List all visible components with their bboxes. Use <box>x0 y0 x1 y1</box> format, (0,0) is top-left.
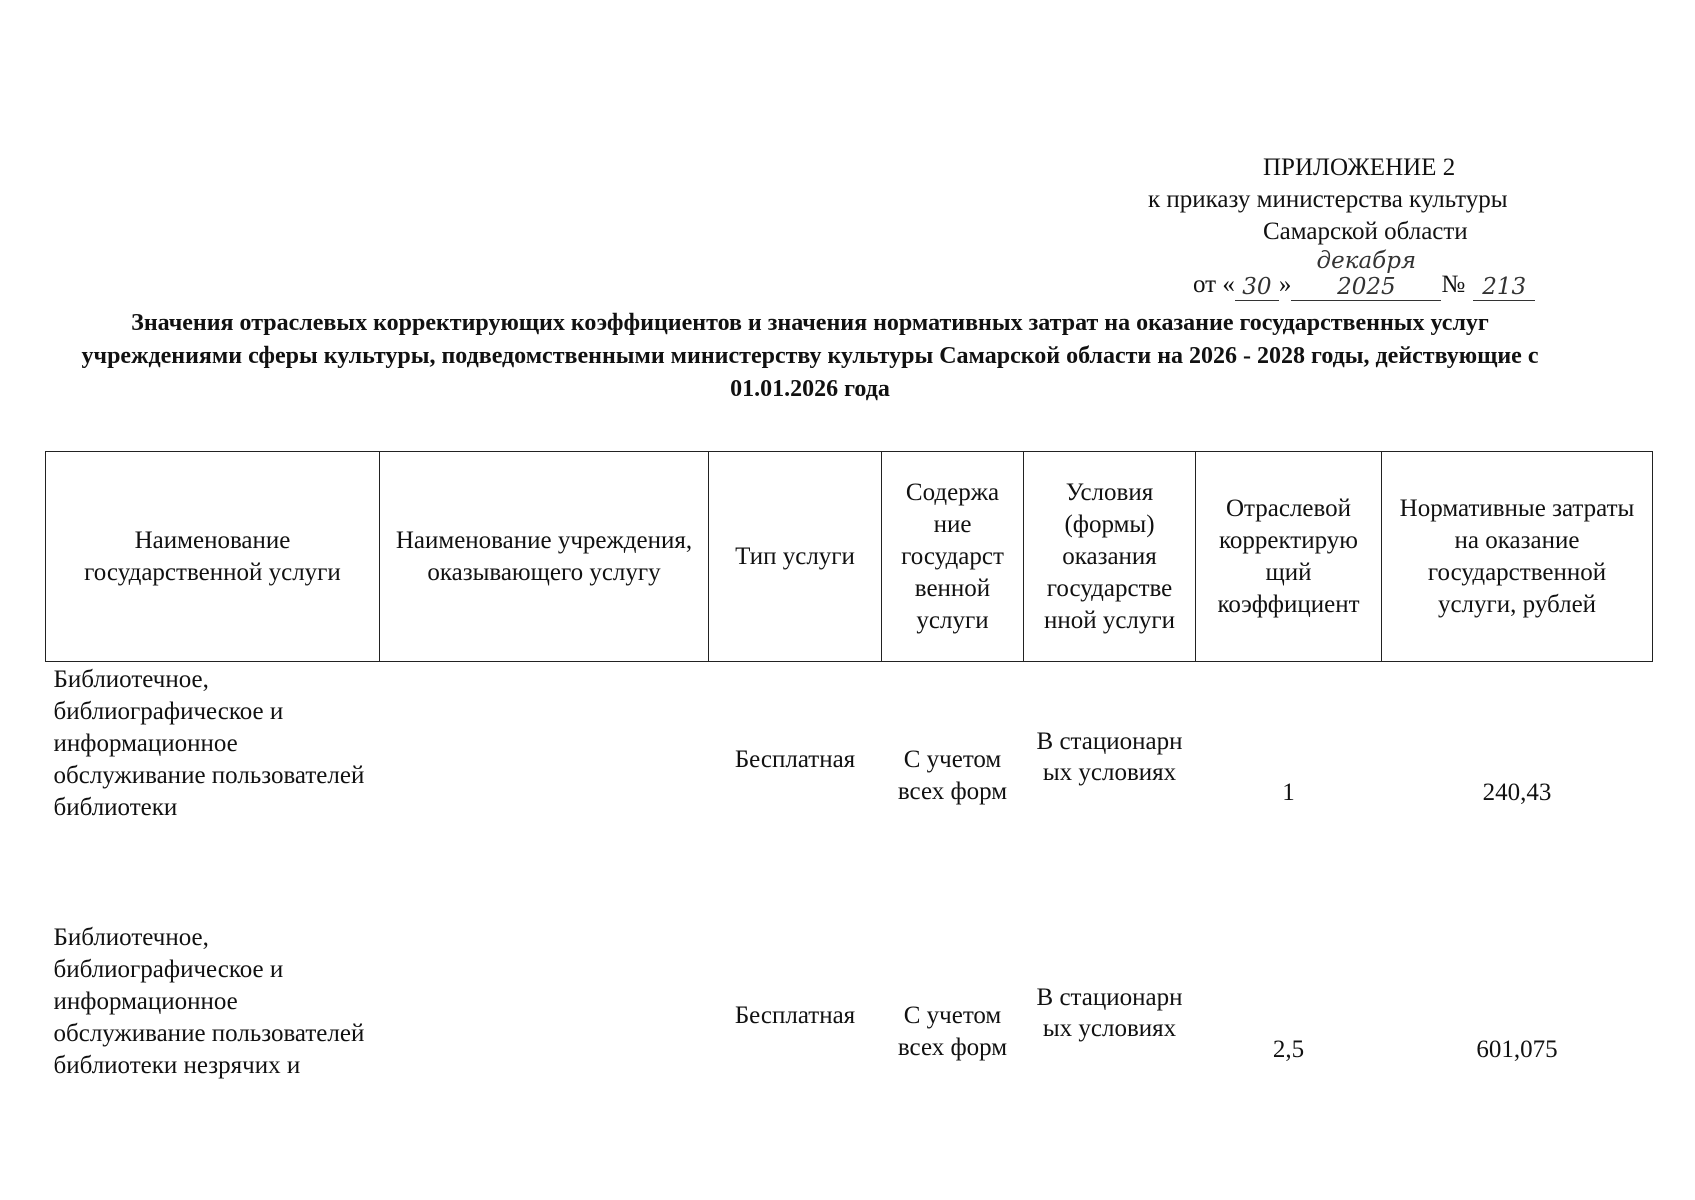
order-number-handwritten: 213 <box>1473 274 1535 301</box>
appendix-block <box>1090 152 1590 301</box>
table-row <box>46 662 1653 883</box>
appendix-order-line: к приказу министерства культуры <box>1148 186 1508 213</box>
appendix-heading: ПРИЛОЖЕНИЕ 2 <box>1263 154 1456 181</box>
cell-coefficient: 2,5 <box>1272 1036 1305 1063</box>
cell-coefficient: 1 <box>1282 779 1295 806</box>
header-service-content: Содержа ние государст венной услуги <box>882 452 1024 662</box>
cell-service: Библиотечное, библиографическое и информационное обслуживание пользователей библиотеки незрячих и <box>53 924 365 1079</box>
cell-cost: 601,075 <box>1476 1036 1558 1063</box>
cell-type: Бесплатная <box>734 1002 856 1029</box>
cell-type: Бесплатная <box>734 746 856 773</box>
cell-content: С учетом всех форм <box>897 1002 1008 1061</box>
header-institution-name: Наименование учреждения, оказывающего услугу <box>380 452 709 662</box>
date-month-handwritten: декабря 2025 <box>1291 248 1441 301</box>
header-coefficient: Отраслевой корректирую щий коэффициент <box>1196 452 1382 662</box>
document-title: Значения отраслевых корректирующих коэффициентов и значения нормативных затрат на оказание государственных услуг учреждениями сферы культуры, подведомственными министерству культуры Самарской области на 2026 - 2028 годы, действующие с 01.01.2026 года <box>81 310 1539 402</box>
coefficients-table <box>45 451 1653 1082</box>
date-day-handwritten: 30 <box>1235 274 1279 301</box>
appendix-region-line: Самарской области <box>1263 218 1468 245</box>
table-header-row <box>46 452 1653 662</box>
header-service-type: Тип услуги <box>709 452 882 662</box>
number-prefix: № <box>1441 271 1466 298</box>
header-normative-cost: Нормативные затраты на оказание государственной услуги, рублей <box>1382 452 1653 662</box>
date-mid: » <box>1278 271 1292 298</box>
header-service-conditions: Условия (формы) оказания государстве нной услуги <box>1024 452 1196 662</box>
cell-content: С учетом всех форм <box>897 746 1008 805</box>
cell-conditions: В стационарн ых условиях <box>1036 984 1183 1042</box>
appendix-date-line <box>1193 248 1590 301</box>
header-service-name: Наименование государственной услуги <box>46 452 380 662</box>
table-row <box>46 882 1653 1082</box>
cell-institution <box>380 882 709 1082</box>
cell-conditions: В стационарн ых условиях <box>1036 728 1183 786</box>
cell-institution <box>380 662 709 883</box>
date-prefix: от « <box>1193 271 1235 298</box>
cell-service: Библиотечное, библиографическое и информационное обслуживание пользователей библиотеки <box>53 666 365 821</box>
cell-cost: 240,43 <box>1482 779 1552 806</box>
